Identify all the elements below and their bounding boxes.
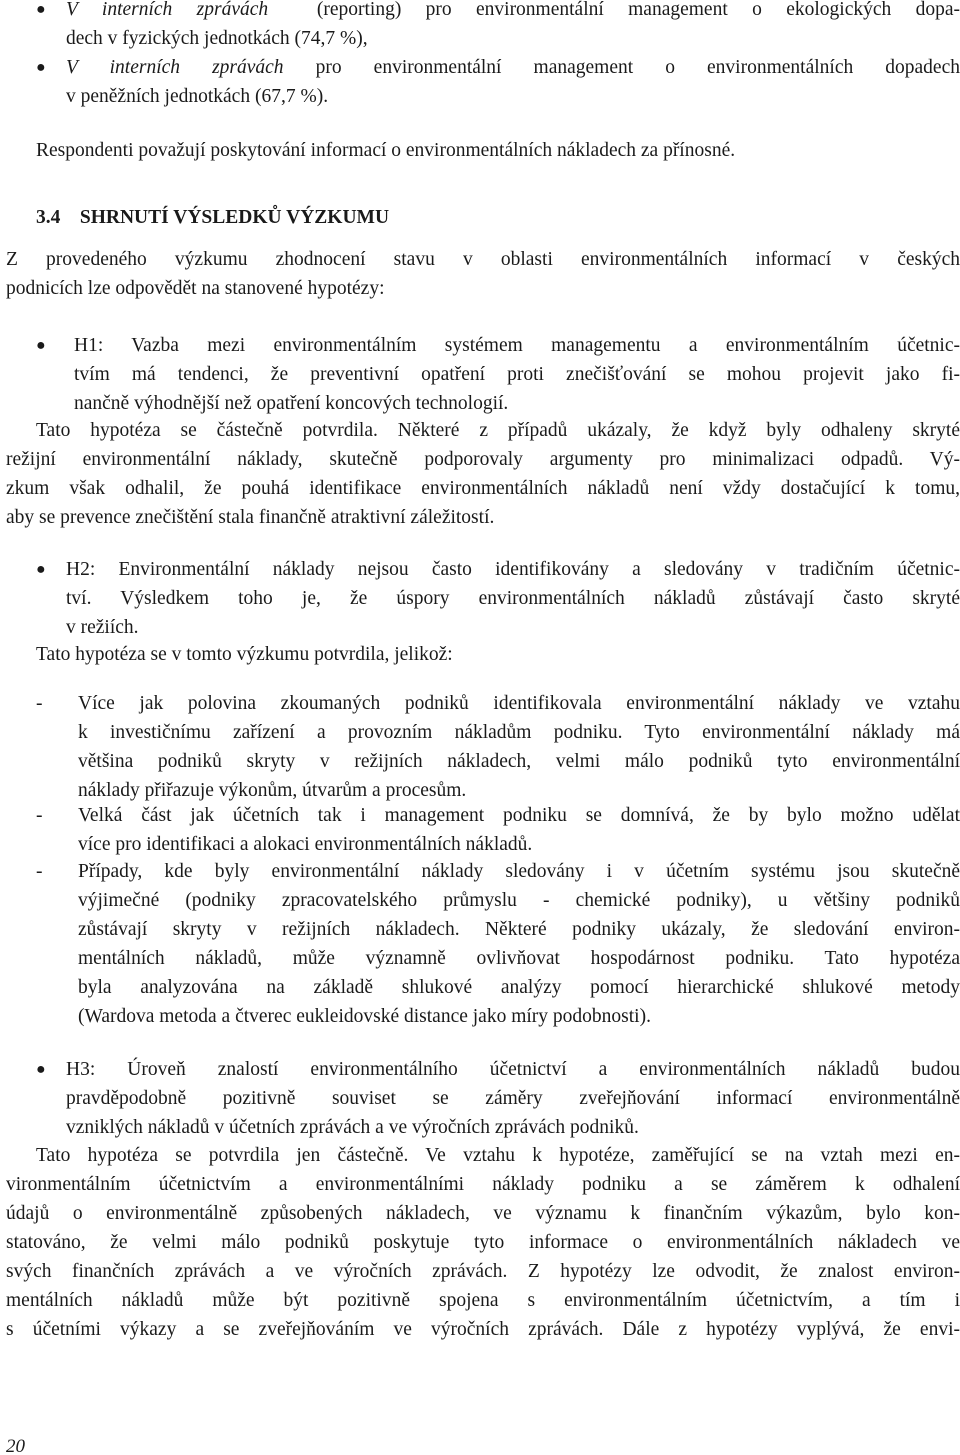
text-line: statováno, že velmi málo podniků poskytuje tyto informace o environmentálních nákladech ve [6,1232,960,1253]
text-line: pravděpodobně pozitivně souviset se záměry zveřejňování informací environmentálně [66,1088,960,1109]
section-heading [36,203,389,232]
italic-phrase: V interních zprávách [66,0,269,20]
bullet-icon: ● [36,561,46,578]
bullet-icon: ● [36,1,46,18]
text-line: Tato hypotéza se potvrdila jen částečně. Ve vztahu k hypotéze, zaměřující se na vztah mezi en- [36,1145,960,1166]
bullet-icon: ● [36,1061,46,1078]
section-number: 3.4 [36,207,61,228]
text-span: (reporting) pro environmentální management o ekologických dopa- [316,0,960,20]
text-line: k investičnímu zařízení a provozním nákladům podniku. Tyto environmentální náklady má [78,722,960,743]
text-line: Tato hypotéza se částečně potvrdila. Některé z případů ukázaly, že když byly odhaleny skryté [36,420,960,441]
text-line: H1: Vazba mezi environmentálním systémem managementu a environmentálním účetnic- [74,335,960,356]
text-line: vironmentálním účetnictvím a environmentálními náklady podniku a se záměrem k odhalení [6,1174,960,1195]
text-line: náklady přiřazuje výkonům, útvarům a procesům. [78,780,467,801]
text-line: (Wardova metoda a čtverec eukleidovské distance jako míry podobnosti). [78,1006,651,1027]
text-line: v peněžních jednotkách (67,7 %). [66,86,329,107]
h1-result-paragraph [6,416,960,532]
text-line: aby se prevence znečištění stala finančně atraktivní záležitostí. [6,507,495,528]
text-line: více pro identifikaci a alokaci environmentálních nákladů. [78,834,533,855]
text-line: s účetními výkazy a se zveřejňováním ve výročních zprávách. Dále z hypotézy vyplývá, že envi- [6,1319,960,1340]
page-number: 20 [6,1436,25,1455]
text-line: H2: Environmentální náklady nejsou často identifikovány a sledovány v tradičním účetnic- [66,559,960,580]
text-line: zkum však odhalil, že pouhá identifikace environmentálních nákladů není vždy dostačující k tomu, [6,478,960,499]
text-line: tví. Výsledkem toho je, že úspory environmentálních nákladů zůstávají často skryté [66,588,960,609]
text-line: tvím má tendenci, že preventivní opatření proti znečišťování se mohou projevit jako fi- [74,364,960,385]
text-line: vzniklých nákladů v účetních zprávách a ve výročních zprávách podniků. [66,1117,639,1138]
dash-list-item [36,857,960,1027]
text-line [66,0,960,24]
respondents-paragraph: Respondenti považují poskytování informací o environmentálních nákladech za přínosné. [36,140,736,161]
dash-marker: - [36,861,43,882]
text-line: zůstávají skryty v režijních nákladech. Některé podniky ukázaly, že sledování environ- [78,919,960,940]
bullet-icon: ● [36,59,46,76]
text-line: Z provedeného výzkumu zhodnocení stavu v oblasti environmentálních informací v českých [6,249,960,270]
text-line: v režiích. [66,617,139,638]
intro-paragraph [6,245,960,303]
section-title: SHRNUTÍ VÝSLEDKŮ VÝZKUMU [79,207,390,228]
dash-marker: - [36,805,43,826]
text-line: byla analyzována na základě shlukové analýzy pomocí hierarchické shlukové metody [78,977,960,998]
text-line: režijní environmentální náklady, skutečně podporovaly argumenty pro minimalizaci odpadů. Vý- [6,449,960,470]
bullet-icon: ● [36,337,46,354]
text-line [66,53,960,82]
text-line: Velká část jak účetních tak i management podniku se domnívá, že by bylo možno udělat [78,805,960,826]
text-line: nančně výhodnější než opatření koncových technologií. [74,393,509,414]
text-line: mentálních nákladů, může významně ovlivňovat hospodárnost podniku. Tato hypotéza [78,948,960,969]
italic-phrase: V interních zprávách [66,57,284,78]
text-line: výjimečné (podniky zpracovatelského průmyslu - chemické podniky), u většiny podniků [78,890,960,911]
text-line: podnicích lze odpovědět na stanovené hypotézy: [6,278,385,299]
h2-result-paragraph: Tato hypotéza se v tomto výzkumu potvrdila, jelikož: [36,644,453,665]
text-line: dech v fyzických jednotkách (74,7 %), [66,28,368,49]
text-line: Případy, kde byly environmentální náklady sledovány i v účetním systému jsou skutečně [78,861,960,882]
text-line: mentálních nákladů může být pozitivně spojena s environmentálním účetnictvím, a tím i [6,1290,960,1311]
text-span: pro environmentální management o environmentálních dopadech [315,57,960,78]
h3-result-paragraph [6,1141,960,1344]
text-line: údajů o environmentálně způsobených nákladech, ve významu k finančním výkazům, bylo kon- [6,1203,960,1224]
text-line: Více jak polovina zkoumaných podniků identifikovala environmentální náklady ve vztahu [78,693,960,714]
dash-list-item [36,689,960,801]
dash-marker: - [36,693,43,714]
text-line: svých finančních zprávách a ve výročních zprávách. Z hypotézy lze odvodit, že znalost environ- [6,1261,960,1282]
text-line: H3: Úroveň znalostí environmentálního účetnictví a environmentálních nákladů budou [66,1059,960,1080]
dash-list-item [36,801,960,855]
text-line: většina podniků skryty v režijních nákladech, velmi málo podniků tyto environmentální [78,751,960,772]
